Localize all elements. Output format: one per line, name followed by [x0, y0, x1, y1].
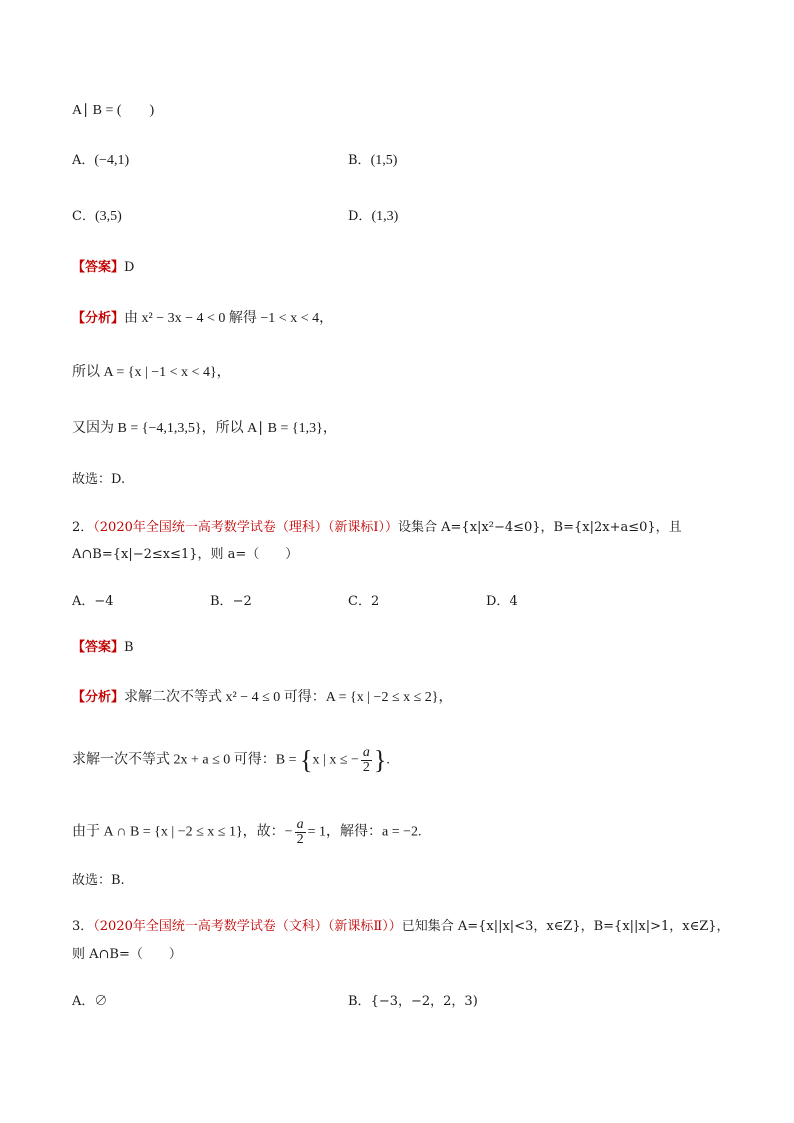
q2-analysis-3: 由于 A ∩ B = {x | −2 ≤ x ≤ 1}，故：− $\frac{a}{2}$ = 1，解得：a = −2.	[72, 817, 422, 847]
q1-option-d[interactable]: D．(1,3)	[348, 209, 399, 224]
left-brace: {	[300, 745, 313, 775]
q1-option-b[interactable]: B．(1,5)	[348, 153, 398, 168]
question-number: 2．	[72, 520, 94, 535]
q1-option-c[interactable]: C．(3,5)	[72, 209, 122, 224]
q1-answer	[72, 259, 134, 277]
q2-analysis-1: 【分析】求解二次不等式 x² − 4 ≤ 0 可得：A = {x | −2 ≤ x ≤ 2}，	[72, 690, 453, 705]
q2-analysis-2: 求解一次不等式 2x + a ≤ 0 可得：B = {x | x ≤ − $\frac{a}{2}$ }.	[72, 745, 390, 775]
analysis-tag: 【分析】	[72, 690, 125, 705]
q1-option-a[interactable]: A．(−4,1)	[72, 153, 130, 168]
q1-analysis-3: 又因为 B = {−4,1,3,5}，所以 A∣ B = {1,3}，	[72, 421, 337, 436]
question-number: 3．	[72, 919, 94, 934]
fraction: $\frac{a}{2}$	[362, 745, 370, 775]
analysis-tag: 【分析】	[72, 311, 125, 326]
question-source: （2020年全国统一高考数学试卷（理科）（新课标Ⅰ））	[93, 520, 399, 535]
q2-option-c[interactable]: C．2	[348, 594, 380, 609]
answer-tag: 【答案】	[72, 260, 125, 275]
q2-option-b[interactable]: B．−2	[210, 594, 252, 609]
q2-stem-line-2: A∩B={x|−2≤x≤1}，则 a=（ ）	[72, 547, 299, 562]
answer-tag: 【答案】	[72, 640, 125, 655]
fraction: $\frac{a}{2}$	[296, 817, 304, 847]
q3-option-a[interactable]: A．∅	[72, 994, 108, 1009]
q2-conclusion: 故选：B.	[72, 873, 125, 888]
q2-answer	[72, 639, 134, 657]
q3-option-b[interactable]: B．{−3，−2，2，3)	[348, 994, 478, 1009]
q3-stem-line-2: 则 A∩B=（ ）	[72, 947, 182, 962]
q2-option-a[interactable]: A．−4	[72, 594, 114, 609]
answer-value: D	[124, 260, 135, 275]
q2-option-d[interactable]: D．4	[486, 594, 518, 609]
q2-stem-line-1: 2．（2020年全国统一高考数学试卷（理科）（新课标Ⅰ））设集合 A={x|x²−4≤0}，B={x|2x+a≤0}，且	[72, 520, 682, 535]
q1-conclusion: 故选：D.	[72, 472, 126, 487]
q1-analysis-1: 【分析】由 x² − 3x − 4 < 0 解得 −1 < x < 4，	[72, 311, 334, 326]
q1-analysis-2: 所以 A = {x | −1 < x < 4}，	[72, 365, 231, 380]
q1-stem-tail: A∣ B = ( )	[72, 103, 155, 118]
q3-stem-line-1: 3．（2020年全国统一高考数学试卷（文科）（新课标Ⅱ））已知集合 A={x||x|<3，x∈Z}，B={x||x|>1，x∈Z}，	[72, 919, 730, 934]
right-brace: }	[373, 745, 387, 775]
answer-value: B	[124, 640, 134, 655]
question-source: （2020年全国统一高考数学试卷（文科）（新课标Ⅱ））	[93, 919, 402, 934]
